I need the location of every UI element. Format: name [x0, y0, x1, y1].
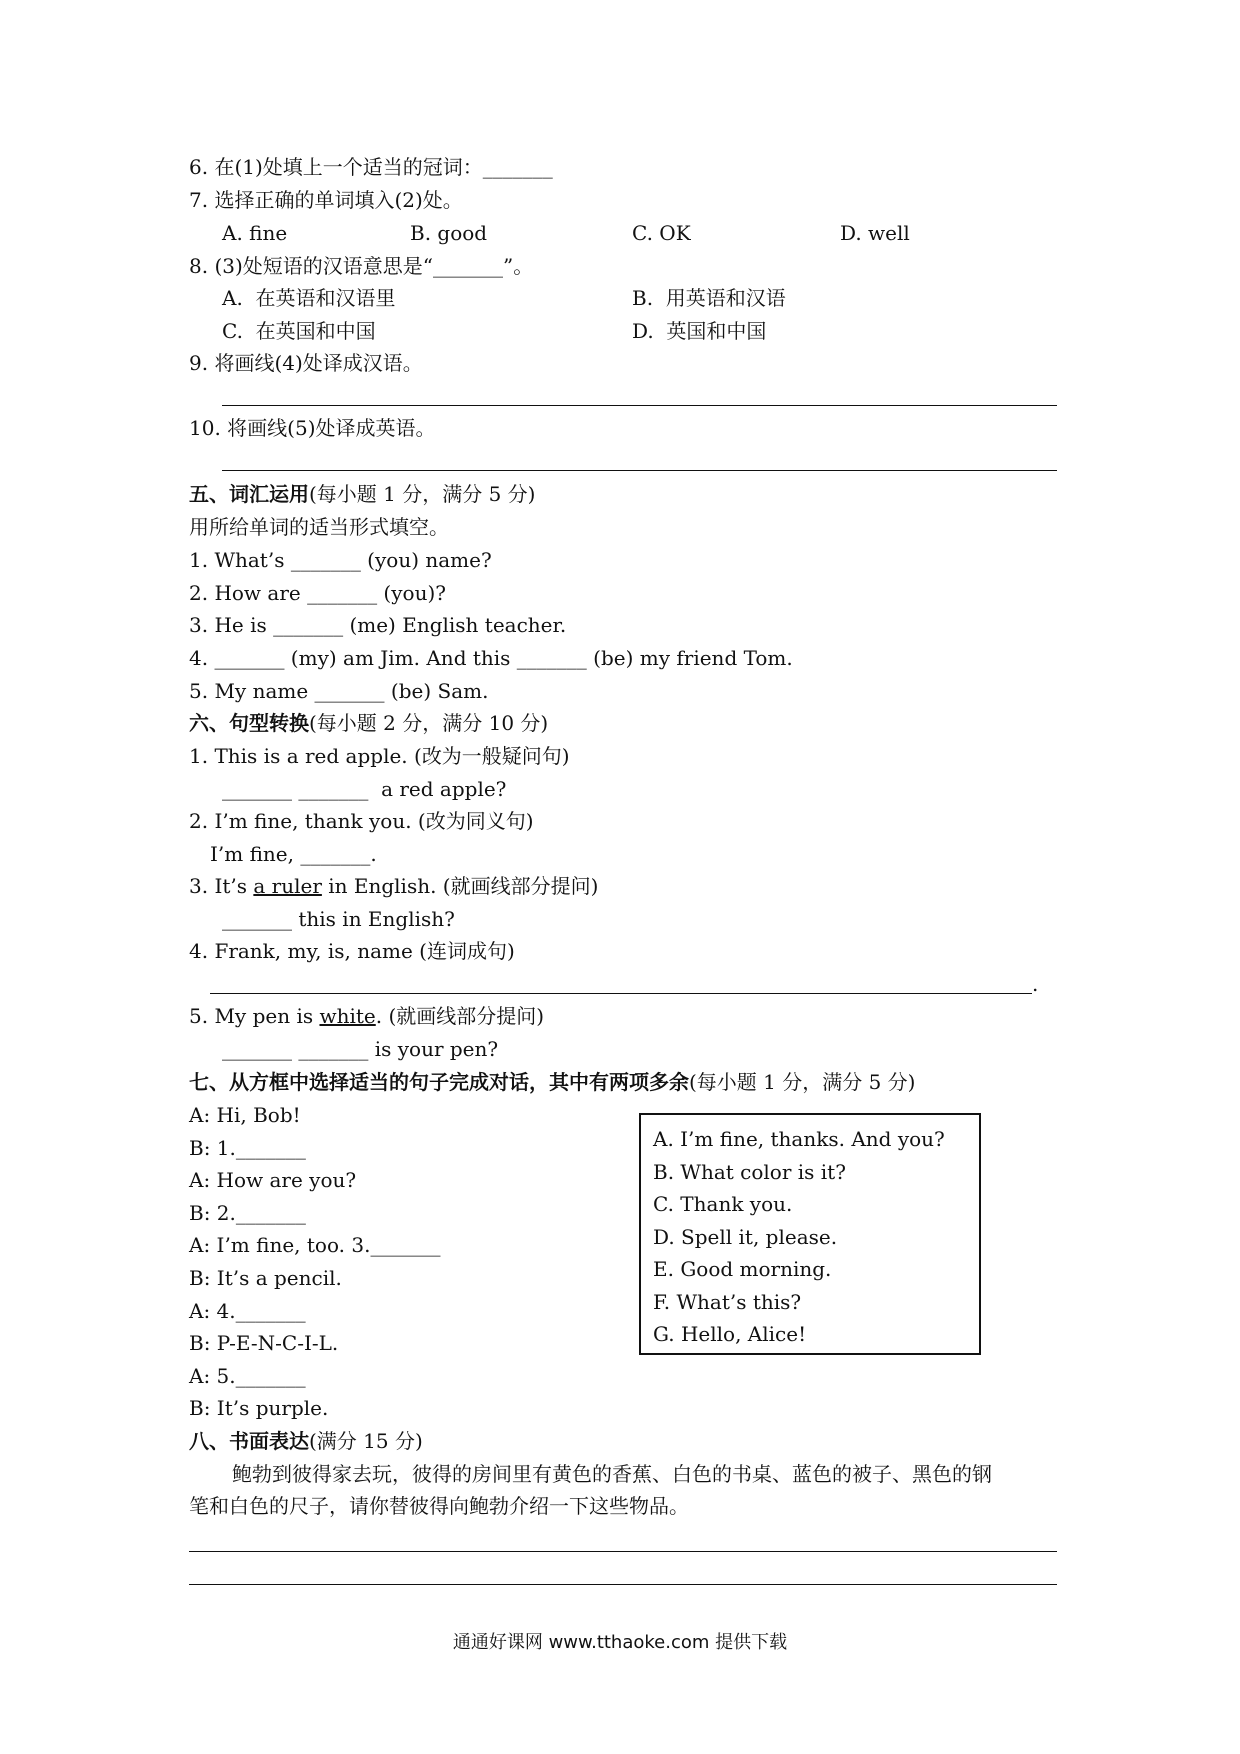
- part6-q3: [189, 870, 598, 902]
- part6-q3-post: in English. (就画线部分提问): [321, 874, 599, 898]
- part6-q5-post: . (就画线部分提问): [375, 1004, 545, 1028]
- box-option-a: A. I’m fine, thanks. And you?: [653, 1127, 945, 1151]
- box-option-f: F. What’s this?: [653, 1290, 802, 1314]
- dialogue-line-1: A: Hi, Bob!: [189, 1103, 301, 1127]
- question-7: 7. 选择正确的单词填入(2)处。: [189, 188, 463, 212]
- q8-option-b: B. 用英语和汉语: [632, 286, 786, 310]
- part6-q5-pre: 5. My pen is: [189, 1004, 320, 1028]
- question-9: 9. 将画线(4)处译成汉语。: [189, 351, 423, 375]
- box-option-d: D. Spell it, please.: [653, 1225, 838, 1249]
- part6-q1: 1. This is a red apple. (改为一般疑问句): [189, 744, 570, 768]
- q7-option-a: A. fine: [222, 221, 288, 245]
- dialogue-line-9: A: 5._______: [189, 1364, 306, 1388]
- part5-item-1: 1. What’s _______ (you) name?: [189, 548, 492, 572]
- question-8: 8. (3)处短语的汉语意思是“_______”。: [189, 254, 534, 278]
- q7-option-d: D. well: [840, 221, 910, 245]
- part6-q4-period: .: [1032, 972, 1039, 996]
- box-option-g: G. Hello, Alice!: [653, 1322, 807, 1346]
- dialogue-line-2: B: 1._______: [189, 1136, 306, 1160]
- answer-line-q9: [222, 405, 1057, 406]
- part6-q2: 2. I’m fine, thank you. (改为同义句): [189, 809, 534, 833]
- answer-line-part6-q4: [210, 993, 1032, 994]
- part6-q2-answer: I’m fine, _______.: [210, 842, 377, 866]
- part6-title: 六、句型转换: [189, 711, 309, 735]
- part8-heading: [189, 1425, 423, 1457]
- part8-prompt-line-1: 鲍勃到彼得家去玩，彼得的房间里有黄色的香蕉、白色的书桌、蓝色的被子、黑色的钢: [232, 1462, 992, 1486]
- writing-line-1: [189, 1551, 1057, 1552]
- dialogue-line-3: A: How are you?: [189, 1168, 357, 1192]
- part5-item-3: 3. He is _______ (me) English teacher.: [189, 613, 567, 637]
- question-6: 6. 在(1)处填上一个适当的冠词：_______: [189, 155, 553, 179]
- part6-q1-answer: _______ _______ a red apple?: [222, 777, 507, 801]
- part6-heading: [189, 707, 548, 739]
- part5-title: 五、词汇运用: [189, 482, 309, 506]
- box-option-e: E. Good morning.: [653, 1257, 832, 1281]
- part7-heading: [189, 1066, 915, 1098]
- dialogue-line-5: A: I’m fine, too. 3._______: [189, 1233, 441, 1257]
- dialogue-line-7: A: 4._______: [189, 1299, 306, 1323]
- part6-q3-pre: 3. It’s: [189, 874, 254, 898]
- box-option-c: C. Thank you.: [653, 1192, 793, 1216]
- part5-item-5: 5. My name _______ (be) Sam.: [189, 679, 489, 703]
- part5-item-2: 2. How are _______ (you)?: [189, 581, 446, 605]
- part6-q5-answer: _______ _______ is your pen?: [222, 1037, 499, 1061]
- question-10: 10. 将画线(5)处译成英语。: [189, 416, 436, 440]
- q8-option-d: D. 英国和中国: [632, 319, 767, 343]
- footer-credit: 通通好课网 www.tthaoke.com 提供下载: [452, 1632, 788, 1653]
- part5-instruction: 用所给单词的适当形式填空。: [189, 515, 449, 539]
- q7-option-b: B. good: [410, 221, 488, 245]
- part5-heading: [189, 478, 535, 510]
- part8-prompt-line-2: 笔和白色的尺子，请你替彼得向鲍勃介绍一下这些物品。: [189, 1494, 689, 1518]
- part5-score: (每小题 1 分，满分 5 分): [309, 482, 536, 506]
- part7-title: 七、从方框中选择适当的句子完成对话，其中有两项多余: [189, 1070, 689, 1094]
- dialogue-line-4: B: 2._______: [189, 1201, 306, 1225]
- part7-score: (每小题 1 分，满分 5 分): [689, 1070, 916, 1094]
- part8-score: (满分 15 分): [309, 1429, 423, 1453]
- dialogue-line-8: B: P-E-N-C-I-L.: [189, 1331, 339, 1355]
- part8-title: 八、书面表达: [189, 1429, 309, 1453]
- answer-line-q10: [222, 470, 1057, 471]
- q7-option-c: C. OK: [632, 221, 691, 245]
- q8-option-c: C. 在英国和中国: [222, 319, 376, 343]
- part6-q5: [189, 1000, 544, 1032]
- part6-q5-underlined: white: [319, 1004, 376, 1028]
- writing-line-2: [189, 1584, 1057, 1585]
- part6-score: (每小题 2 分，满分 10 分): [309, 711, 549, 735]
- dialogue-line-10: B: It’s purple.: [189, 1396, 329, 1420]
- q8-option-a: A. 在英语和汉语里: [222, 286, 396, 310]
- part6-q4: 4. Frank, my, is, name (连词成句): [189, 939, 515, 963]
- part6-q3-underlined: a ruler: [253, 874, 322, 898]
- part5-item-4: 4. _______ (my) am Jim. And this _______ (be) my friend Tom.: [189, 646, 793, 670]
- box-option-b: B. What color is it?: [653, 1160, 846, 1184]
- part6-q3-answer: _______ this in English?: [222, 907, 455, 931]
- dialogue-line-6: B: It’s a pencil.: [189, 1266, 342, 1290]
